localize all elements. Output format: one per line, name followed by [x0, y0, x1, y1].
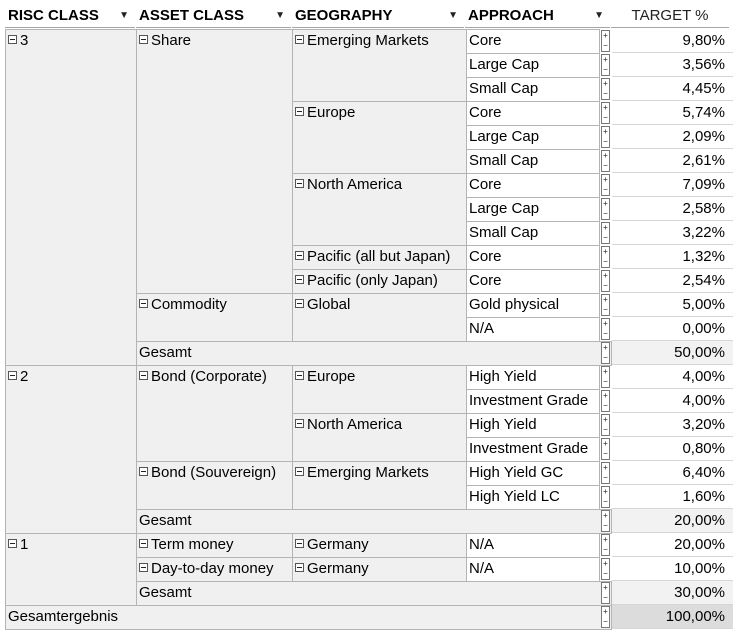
collapse-minus-icon[interactable]	[295, 539, 304, 548]
approach-cell[interactable]	[466, 485, 600, 510]
approach-label: Small Cap	[469, 152, 539, 169]
plus-minus-icon[interactable]: + −	[601, 174, 610, 196]
geography-global[interactable]	[292, 293, 467, 342]
approach-label: High Yield	[469, 416, 537, 433]
collapse-minus-icon[interactable]	[295, 179, 304, 188]
approach-label: Large Cap	[469, 128, 540, 145]
target-value: 3,56%	[612, 53, 733, 77]
risc-class-label: 2	[20, 368, 29, 385]
collapse-minus-icon[interactable]	[295, 251, 304, 260]
plus-minus-icon[interactable]: + −	[601, 582, 610, 604]
geography-label: Pacific (all but Japan)	[307, 248, 451, 265]
collapse-minus-icon[interactable]	[139, 371, 148, 380]
subtotal-row-label	[136, 581, 612, 606]
collapse-minus-icon[interactable]	[8, 35, 17, 44]
approach-label: N/A	[469, 560, 495, 577]
approach-label: Core	[469, 248, 502, 265]
approach-label: Core	[469, 272, 502, 289]
approach-label: Core	[469, 104, 502, 121]
plus-minus-icon[interactable]: + −	[601, 462, 610, 484]
plus-minus-icon[interactable]: + −	[601, 510, 610, 532]
approach-label: Core	[469, 32, 502, 49]
plus-minus-icon[interactable]: + −	[601, 414, 610, 436]
plus-minus-icon[interactable]: + −	[601, 30, 610, 52]
plus-minus-icon[interactable]: + −	[601, 318, 610, 340]
approach-label: N/A	[469, 320, 495, 337]
geography-emerging-markets[interactable]	[292, 461, 467, 510]
plus-minus-icon[interactable]: + −	[601, 342, 610, 364]
plus-minus-icon[interactable]: + −	[601, 150, 610, 172]
subtotal-value: 20,00%	[612, 509, 733, 533]
approach-label: Large Cap	[469, 200, 540, 217]
header-risc-class-label: RISC CLASS	[8, 7, 99, 24]
geography-north-america[interactable]	[292, 413, 467, 462]
approach-label: Investment Grade	[469, 392, 589, 409]
approach-label: Small Cap	[469, 80, 539, 97]
collapse-minus-icon[interactable]	[295, 299, 304, 308]
subtotal-value: 50,00%	[612, 341, 733, 365]
grand-total-row-label	[5, 605, 612, 630]
subtotal-row-label	[136, 509, 612, 534]
approach-cell[interactable]	[466, 293, 600, 318]
target-value: 3,22%	[612, 221, 733, 245]
approach-cell[interactable]	[466, 365, 600, 390]
plus-minus-icon[interactable]: + −	[601, 534, 610, 556]
approach-cell[interactable]	[466, 101, 600, 126]
asset-class-label: Day-to-day money	[151, 560, 274, 577]
asset-class-share[interactable]	[136, 29, 293, 294]
approach-cell[interactable]	[466, 437, 600, 462]
geography-label: Emerging Markets	[307, 32, 429, 49]
approach-label: Small Cap	[469, 224, 539, 241]
dropdown-arrow-icon[interactable]: ▼	[275, 10, 285, 21]
approach-cell[interactable]	[466, 245, 600, 270]
grand-total-label: Gesamtergebnis	[8, 608, 119, 625]
asset-class-commodity[interactable]	[136, 293, 293, 342]
subtotal-label: Gesamt	[139, 344, 192, 361]
geography-label: Emerging Markets	[307, 464, 429, 481]
target-value: 4,00%	[612, 389, 733, 413]
target-value: 4,00%	[612, 365, 733, 389]
target-value: 20,00%	[612, 533, 733, 557]
approach-cell[interactable]	[466, 53, 600, 78]
header-geography[interactable]	[292, 4, 464, 28]
subtotal-row-label	[136, 341, 612, 366]
asset-class-bond-corporate[interactable]	[136, 365, 293, 462]
target-value: 1,32%	[612, 245, 733, 269]
asset-class-label: Term money	[151, 536, 234, 553]
subtotal-value: 30,00%	[612, 581, 733, 605]
approach-label: Gold physical	[469, 296, 560, 313]
target-value: 2,54%	[612, 269, 733, 293]
asset-class-bond-souvereign[interactable]	[136, 461, 293, 510]
row-group-risc-3[interactable]	[5, 29, 137, 366]
approach-cell[interactable]	[466, 413, 600, 438]
collapse-minus-icon[interactable]	[139, 299, 148, 308]
approach-label: N/A	[469, 536, 495, 553]
asset-class-label: Share	[151, 32, 192, 49]
collapse-minus-icon[interactable]	[295, 419, 304, 428]
header-risc-class[interactable]	[5, 4, 135, 28]
dropdown-arrow-icon[interactable]: ▼	[119, 10, 129, 21]
header-target	[611, 4, 729, 28]
target-value: 6,40%	[612, 461, 733, 485]
approach-cell[interactable]	[466, 269, 600, 294]
collapse-minus-icon[interactable]	[295, 107, 304, 116]
geography-label: North America	[307, 416, 403, 433]
plus-minus-icon[interactable]: + −	[601, 102, 610, 124]
target-value: 2,61%	[612, 149, 733, 173]
approach-cell[interactable]	[466, 77, 600, 102]
approach-cell[interactable]	[466, 317, 600, 342]
collapse-minus-icon[interactable]	[295, 275, 304, 284]
approach-label: High Yield GC	[469, 464, 564, 481]
asset-class-label: Bond (Souvereign)	[151, 464, 277, 481]
subtotal-label: Gesamt	[139, 584, 192, 601]
geography-germany[interactable]	[292, 533, 467, 558]
collapse-minus-icon[interactable]	[8, 371, 17, 380]
plus-minus-icon[interactable]: + −	[601, 198, 610, 220]
target-value: 2,58%	[612, 197, 733, 221]
collapse-minus-icon[interactable]	[139, 35, 148, 44]
target-value: 4,45%	[612, 77, 733, 101]
geography-pacific-only-japan[interactable]	[292, 269, 467, 294]
plus-minus-icon[interactable]: + −	[601, 54, 610, 76]
approach-label: Investment Grade	[469, 440, 589, 457]
risc-class-label: 1	[20, 536, 29, 553]
approach-cell[interactable]	[466, 149, 600, 174]
collapse-minus-icon[interactable]	[8, 539, 17, 548]
geography-europe[interactable]	[292, 101, 467, 174]
plus-minus-icon[interactable]: + −	[601, 270, 610, 292]
subtotal-label: Gesamt	[139, 512, 192, 529]
plus-minus-icon[interactable]: + −	[601, 246, 610, 268]
plus-minus-icon[interactable]: + −	[601, 390, 610, 412]
target-value: 5,74%	[612, 101, 733, 125]
asset-class-day-to-day-money[interactable]	[136, 557, 293, 582]
target-value: 7,09%	[612, 173, 733, 197]
geography-europe[interactable]	[292, 365, 467, 414]
geography-pacific-all-but-japan[interactable]	[292, 245, 467, 270]
target-value: 2,09%	[612, 125, 733, 149]
collapse-minus-icon[interactable]	[295, 467, 304, 476]
dropdown-arrow-icon[interactable]: ▼	[594, 10, 604, 21]
target-value: 0,80%	[612, 437, 733, 461]
plus-minus-icon[interactable]: + −	[601, 438, 610, 460]
collapse-minus-icon[interactable]	[139, 467, 148, 476]
geography-north-america[interactable]	[292, 173, 467, 246]
header-approach[interactable]	[465, 4, 610, 28]
header-approach-label: APPROACH	[468, 7, 554, 24]
approach-cell[interactable]	[466, 533, 600, 558]
approach-cell[interactable]	[466, 389, 600, 414]
target-value: 9,80%	[612, 29, 733, 53]
asset-class-label: Bond (Corporate)	[151, 368, 267, 385]
header-target-label: TARGET %	[631, 7, 709, 24]
approach-cell[interactable]	[466, 557, 600, 582]
approach-cell[interactable]	[466, 29, 600, 54]
collapse-minus-icon[interactable]	[295, 35, 304, 44]
approach-label: High Yield LC	[469, 488, 560, 505]
geography-label: Pacific (only Japan)	[307, 272, 438, 289]
geography-label: Europe	[307, 104, 356, 121]
plus-minus-icon[interactable]: + −	[601, 78, 610, 100]
target-value: 0,00%	[612, 317, 733, 341]
header-asset-class-label: ASSET CLASS	[139, 7, 245, 24]
geography-label: Global	[307, 296, 351, 313]
geography-label: Europe	[307, 368, 356, 385]
approach-cell[interactable]	[466, 125, 600, 150]
row-group-risc-1[interactable]	[5, 533, 137, 606]
asset-class-label: Commodity	[151, 296, 227, 313]
header-geography-label: GEOGRAPHY	[295, 7, 393, 24]
approach-cell[interactable]	[466, 173, 600, 198]
plus-minus-icon[interactable]: + −	[601, 294, 610, 316]
collapse-minus-icon[interactable]	[295, 563, 304, 572]
plus-minus-icon[interactable]: + −	[601, 486, 610, 508]
header-asset-class[interactable]	[136, 4, 291, 28]
geography-label: Germany	[307, 560, 369, 577]
dropdown-arrow-icon[interactable]: ▼	[448, 10, 458, 21]
plus-minus-icon[interactable]: + −	[601, 606, 610, 628]
target-value: 3,20%	[612, 413, 733, 437]
geography-germany[interactable]	[292, 557, 467, 582]
target-value: 5,00%	[612, 293, 733, 317]
collapse-minus-icon[interactable]	[139, 563, 148, 572]
plus-minus-icon[interactable]: + −	[601, 558, 610, 580]
collapse-minus-icon[interactable]	[295, 371, 304, 380]
plus-minus-icon[interactable]: + −	[601, 222, 610, 244]
geography-label: North America	[307, 176, 403, 193]
approach-label: Large Cap	[469, 56, 540, 73]
approach-label: Core	[469, 176, 502, 193]
approach-cell[interactable]	[466, 197, 600, 222]
plus-minus-icon[interactable]: + −	[601, 366, 610, 388]
asset-class-term-money[interactable]	[136, 533, 293, 558]
approach-cell[interactable]	[466, 221, 600, 246]
grand-total-value: 100,00%	[612, 605, 733, 629]
approach-cell[interactable]	[466, 461, 600, 486]
risc-class-label: 3	[20, 32, 29, 49]
target-value: 10,00%	[612, 557, 733, 581]
row-group-risc-2[interactable]	[5, 365, 137, 534]
target-value: 1,60%	[612, 485, 733, 509]
geography-emerging-markets[interactable]	[292, 29, 467, 102]
plus-minus-icon[interactable]: + −	[601, 126, 610, 148]
collapse-minus-icon[interactable]	[139, 539, 148, 548]
geography-label: Germany	[307, 536, 369, 553]
approach-label: High Yield	[469, 368, 537, 385]
